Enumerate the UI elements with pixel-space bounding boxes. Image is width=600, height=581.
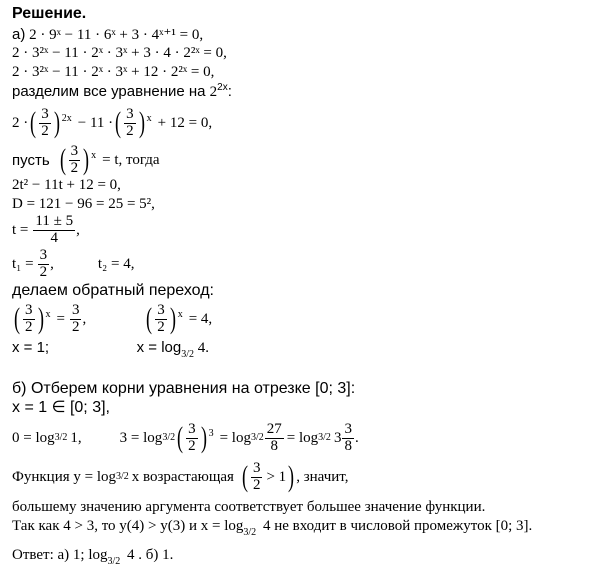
answer-text: Ответ: а) 1; log: [12, 547, 108, 563]
conclusion: большему значению аргумента соответствует большее значение функции.: [12, 499, 486, 515]
eq4-left: 2 ·: [12, 114, 29, 131]
back1-num: 3: [71, 301, 80, 318]
back2-eq: = 4,: [188, 310, 213, 327]
exp-x: x: [91, 150, 97, 161]
eq4-mid: − 11 ·: [77, 114, 114, 131]
since-line: [12, 518, 533, 538]
divide-text: разделим все уравнение на: [12, 83, 206, 100]
t2-text: t₂ = 4,: [97, 255, 135, 272]
exp-3: 3: [208, 428, 214, 439]
answer-end: 4 . б) 1.: [127, 547, 174, 563]
answer-base: 3/2: [107, 556, 121, 567]
eq4-right: + 12 = 0,: [157, 114, 213, 131]
three-mixed-num: 3: [344, 420, 352, 437]
func-end: , значит,: [296, 468, 349, 485]
three-eq2: = log: [219, 429, 251, 446]
t-den: 4: [50, 229, 58, 246]
frac-den: 2: [188, 437, 196, 454]
frac-den: 2: [70, 159, 79, 176]
three-frac-den: 8: [270, 437, 279, 454]
t1-label: t₁ =: [12, 255, 34, 272]
frac-paren-2: ( $\frac{3}{2}$ ): [115, 105, 145, 139]
zero-eq: 0 = log: [12, 429, 55, 446]
let-eq: = t, тогда: [102, 151, 160, 168]
frac-den: 2: [252, 476, 261, 493]
x-solutions: [12, 339, 210, 360]
frac-num: 3: [70, 142, 79, 159]
frac-num: 3: [126, 105, 134, 122]
t1-den: 2: [39, 263, 48, 280]
three-frac-num: 27: [266, 420, 282, 437]
divide-line: разделим все уравнение на $2^{2x}$:: [12, 82, 232, 100]
roots-line: [12, 246, 134, 282]
log-values-line: 0 = log 3/2 1, 3 = log 3/2 ( $\frac{3}{2}$ ) 3 = log 3/2 $\frac{27}{8}$ = log 3/2 3 $\frac{3}{8}$ .: [12, 420, 359, 454]
let-text: пусть: [12, 151, 50, 169]
eq1-text: 2 · 9ˣ − 11 · 6ˣ + 3 · 4ˣ⁺¹ = 0,: [29, 27, 204, 43]
frac-num: 3: [41, 105, 49, 122]
divide-base: 2: [209, 84, 218, 100]
frac-num: 3: [157, 301, 165, 318]
back1-den: 2: [71, 318, 80, 335]
frac-paren-3: ( $\frac{3}{2}$ ): [59, 142, 90, 176]
quad-eq: 2t² − 11t + 12 = 0,: [12, 177, 121, 193]
exp-x: x: [45, 309, 51, 320]
eq2-text: 2 · 3²ˣ − 11 · 2ˣ · 3ˣ + 3 · 4 · 2²ˣ = 0,: [12, 45, 227, 61]
x2-text: x = log: [136, 339, 182, 356]
since-end: 4 не входит в числовой промежуток [0; 3].: [262, 518, 533, 534]
since-text: Так как 4 > 3, то y(4) > y(3) и x = log: [12, 518, 244, 534]
t-lhs: t =: [12, 221, 29, 238]
discriminant: D = 121 − 96 = 25 = 5²,: [12, 196, 155, 212]
three-mixed-den: 8: [344, 437, 352, 454]
zero-arg: 1,: [70, 429, 82, 446]
x2-arg: 4.: [197, 340, 210, 356]
eq4-line: [12, 104, 212, 142]
answer-line: [12, 547, 174, 567]
three-eq3: = log: [286, 429, 319, 446]
part-b-intro: б) Отберем корни уравнения на отрезке [0; 3]:: [12, 380, 356, 397]
eq-line-1: [12, 27, 203, 43]
exp-x: x: [146, 113, 152, 124]
t1-num: 3: [39, 246, 48, 263]
back-text: делаем обратный переход:: [12, 282, 214, 299]
back-line: ( $\frac{3}{2}$ ) x = $\frac{3}{2}$ , ( $\frac{3}{2}$ ) x = 4,: [14, 301, 213, 335]
frac-num: 3: [25, 301, 33, 318]
x2-base: 3/2: [181, 349, 195, 360]
since-base: 3/2: [243, 527, 257, 538]
three-mixed-whole: 3: [333, 429, 342, 446]
solution-title: Решение.: [12, 5, 87, 22]
t-num: 11 ± 5: [35, 212, 74, 229]
frac-den: 2: [41, 122, 49, 139]
t-formula: [12, 213, 80, 247]
frac-num: 3: [252, 459, 261, 476]
func-cond: > 1: [266, 468, 287, 485]
frac-paren-1: ( $\frac{3}{2}$ ): [30, 105, 60, 139]
frac-den: 2: [25, 318, 33, 335]
back1-eq: =: [56, 310, 65, 327]
func-mid: x возрастающая: [131, 468, 234, 485]
exp-2x: 2x: [61, 113, 72, 124]
t-comma: ,: [76, 221, 80, 238]
three-eq: 3 = log: [119, 429, 163, 446]
divide-exp: 2x: [217, 82, 228, 93]
part-a-label: а): [12, 26, 26, 43]
frac-den: 2: [157, 318, 165, 335]
x1-text: x = 1;: [12, 339, 50, 356]
three-end: .: [354, 429, 359, 446]
function-line: Функция y = log 3/2 x возрастающая ( $\frac{3}{2}$ > 1 ) , значит,: [12, 459, 349, 493]
frac-den: 2: [126, 122, 134, 139]
let-line: [12, 141, 160, 179]
exp-x: x: [177, 309, 183, 320]
eq3-text: 2 · 3²ˣ − 11 · 2ˣ · 3ˣ + 12 · 2²ˣ = 0,: [12, 64, 215, 80]
func-text: Функция y = log: [12, 468, 116, 485]
x-in-interval: x = 1 ∈ [0; 3],: [12, 399, 110, 416]
back1-comma: ,: [82, 310, 87, 327]
frac-num: 3: [188, 420, 196, 437]
t1-comma: ,: [50, 255, 54, 272]
